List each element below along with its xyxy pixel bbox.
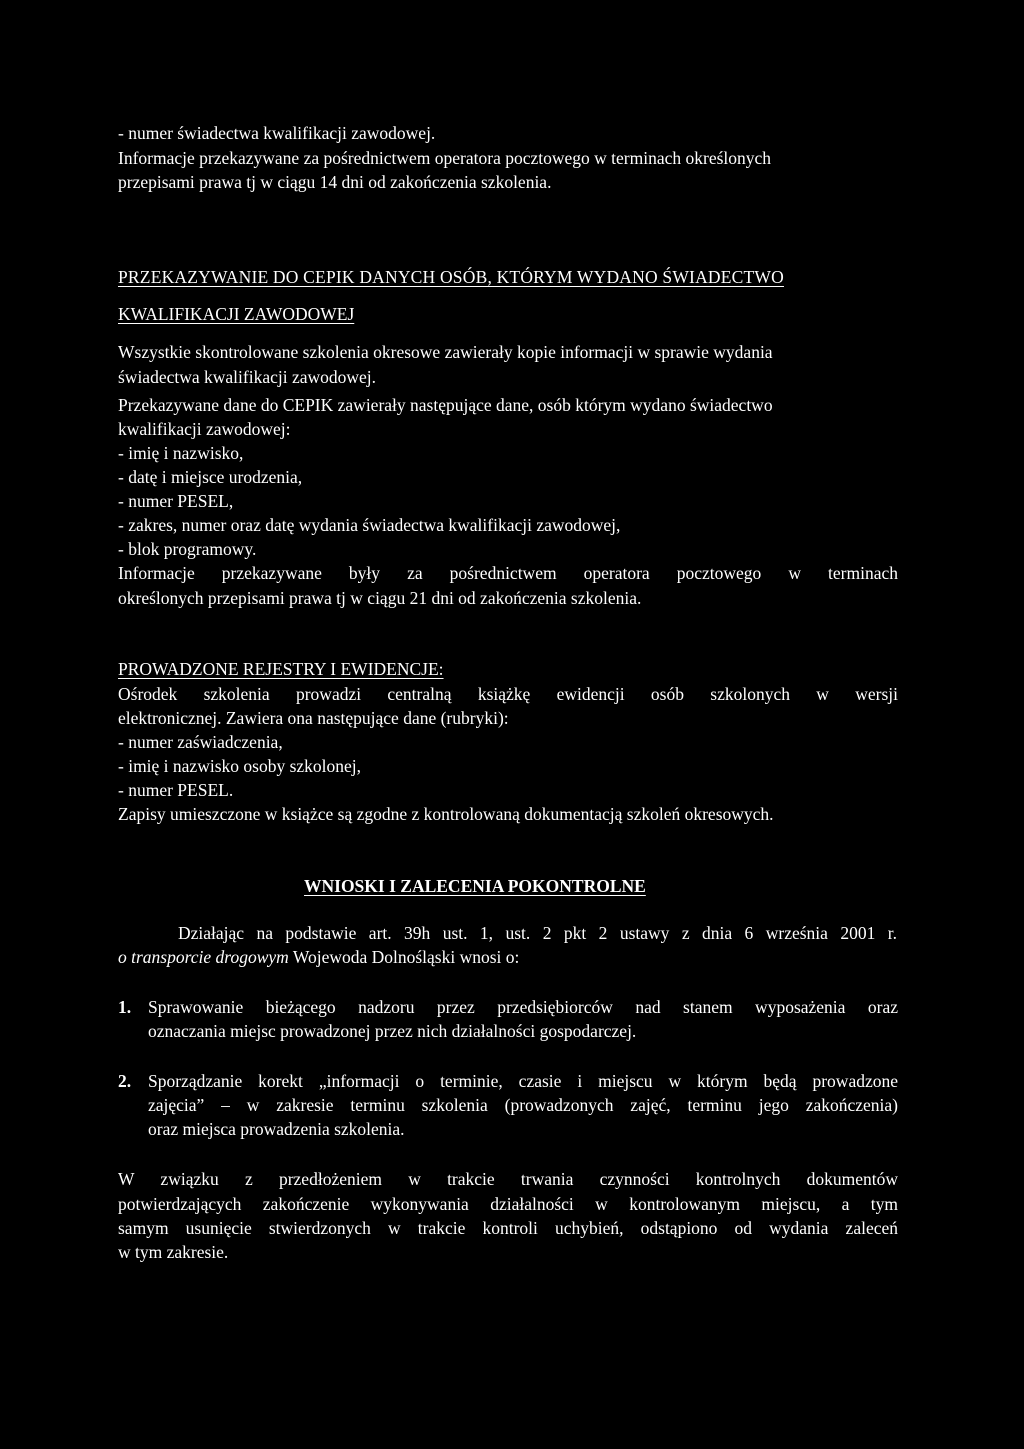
text-line: Informacje przekazywane były za pośrednictwem operatora pocztowego w terminach (118, 563, 898, 583)
list-item: - imię i nazwisko, (118, 443, 244, 463)
text-line: Sporządzanie korekt „informacji o terminie, czasie i miejscu w którym będą prowadzone (148, 1071, 898, 1091)
list-item: - datę i miejsce urodzenia, (118, 467, 303, 487)
text-line: Zapisy umieszczone w książce są zgodne z kontrolowaną dokumentacją szkoleń okresowych. (118, 804, 774, 824)
list-item: - numer świadectwa kwalifikacji zawodowej. (118, 123, 436, 143)
text-line: świadectwa kwalifikacji zawodowej. (118, 367, 377, 387)
list-item: - zakres, numer oraz datę wydania świadectwa kwalifikacji zawodowej, (118, 515, 621, 535)
text-line: Ośrodek szkolenia prowadzi centralną książkę ewidencji osób szkolonych w wersji (118, 684, 898, 704)
list-number: 2. (118, 1071, 132, 1091)
text-line: w tym zakresie. (118, 1242, 229, 1262)
text-fragment: Wojewoda Dolnośląski wnosi o: (288, 947, 520, 967)
text-line: zajęcia” – w zakresie terminu szkolenia (prowadzonych zajęć, terminu jego zakończenia) (148, 1095, 898, 1115)
section-heading-cepik-cont: KWALIFIKACJI ZAWODOWEJ (118, 304, 355, 324)
text-line: elektronicznej. Zawiera ona następujące dane (rubryki): (118, 708, 509, 728)
text-line: kwalifikacji zawodowej: (118, 419, 291, 439)
text-line: Informacje przekazywane za pośrednictwem operatora pocztowego w terminach określonych (118, 148, 772, 168)
list-item: - numer zaświadczenia, (118, 732, 283, 752)
text-line: samym usunięcie stwierdzonych w trakcie kontroli uchybień, odstąpiono od wydania zaleceń (118, 1218, 898, 1238)
act-title: o transporcie drogowym (118, 947, 289, 967)
text-line: W związku z przedłożeniem w trakcie trwania czynności kontrolnych dokumentów (118, 1169, 898, 1189)
text-line: określonych przepisami prawa tj w ciągu 21 dni od zakończenia szkolenia. (118, 588, 642, 608)
text-line: potwierdzających zakończenie wykonywania działalności w kontrolowanym miejscu, a tym (118, 1194, 898, 1214)
list-item: - numer PESEL. (118, 780, 234, 800)
section-heading-registers: PROWADZONE REJESTRY I EWIDENCJE: (118, 659, 444, 679)
text-line: Sprawowanie bieżącego nadzoru przez przedsiębiorców nad stanem wyposażenia oraz (148, 997, 898, 1017)
text-line: Wszystkie skontrolowane szkolenia okresowe zawierały kopie informacji w sprawie wydania (118, 342, 773, 362)
text-line: oraz miejsca prowadzenia szkolenia. (148, 1119, 405, 1139)
text-line: oznaczania miejsc prowadzonej przez nich działalności gospodarczej. (148, 1021, 637, 1041)
text-line: Przekazywane dane do CEPIK zawierały następujące dane, osób którym wydano świadectwo (118, 395, 773, 415)
section-heading-cepik: PRZEKAZYWANIE DO CEPIK DANYCH OSÓB, KTÓRYM WYDANO ŚWIADECTWO (118, 267, 784, 287)
list-item: - blok programowy. (118, 539, 257, 559)
list-item: - numer PESEL, (118, 491, 234, 511)
section-heading-conclusions: WNIOSKI I ZALECENIA POKONTROLNE (304, 876, 646, 896)
text-line: Działając na podstawie art. 39h ust. 1, ust. 2 pkt 2 ustawy z dnia 6 września 2001 r. (178, 923, 897, 943)
list-item: - imię i nazwisko osoby szkolonej, (118, 756, 362, 776)
text-line: przepisami prawa tj w ciągu 14 dni od zakończenia szkolenia. (118, 172, 552, 192)
text-line (118, 945, 519, 969)
list-number: 1. (118, 997, 132, 1017)
